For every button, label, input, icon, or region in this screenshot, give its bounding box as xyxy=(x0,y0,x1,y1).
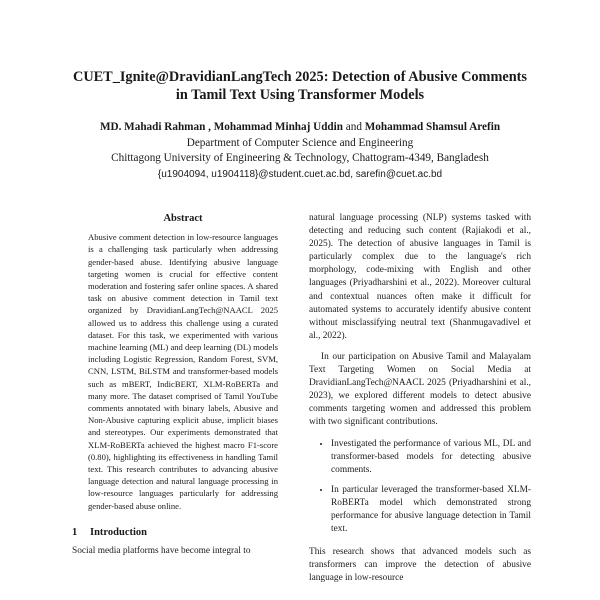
intro-section-title: Introduction xyxy=(90,526,147,538)
contribution-item-1: • Investigated the performance of various ML, DL and transformer-based models for detecting abusive comments. xyxy=(331,438,531,477)
affiliation-university: Chittagong University of Engineering & Technology, Chattogram-4349, Bangladesh xyxy=(111,152,489,165)
left-column xyxy=(72,212,294,558)
intro-partial-text: Social media platforms have become integral to xyxy=(72,545,251,556)
author-conjunction: and xyxy=(345,121,362,133)
abstract-heading: Abstract xyxy=(163,213,203,224)
author-1: MD. Mahadi Rahman , xyxy=(99,121,211,133)
right-paragraph-2: In our participation on Abusive Tamil and Malayalam Text Targeting Women on Social Media at DravidianLangTech@NAACL 2025 (Priyadharshini et al., 2023), we explored different models to detect abusive comments targeting women and addressed this problem with two significant contributions. xyxy=(309,351,531,428)
author-emails: {u1904094, u1904118}@student.cuet.ac.bd, sarefin@cuet.ac.bd xyxy=(157,168,443,180)
author-names xyxy=(20,120,580,136)
intro-section-number: 1 xyxy=(72,526,78,538)
title-line-2: in Tamil Text Using Transformer Models xyxy=(175,87,425,103)
right-paragraph-1: natural language processing (NLP) systems tasked with detecting and reducing such content (Rajiakodi et al., 2025). The detection of abusive languages in Tamil is particularly complex due to the language's rich morphology, code-mixing with English and other languages (Priyadharshini et al., 2022). Moreover cultural and contextual nuances often make it difficult for automated systems to accurately identify abusive content without misclassifying neutral text (Shanmugavadivel et al., 2022). xyxy=(309,213,531,341)
right-column xyxy=(309,212,531,585)
intro-heading xyxy=(72,526,294,539)
abstract-body: Abusive comment detection in low-resource languages is a challenging task particularly when addressing gender-based abuse. Identifying abusive language targeting women is crucial for effective content moderation and fostering safer online spaces. A shared task on abusive comment detection in Tamil text organized by DravidianLangTech@NAACL 2025 allowed us to address this challenge using a curated dataset. For this task, we experimented with various machine learning (ML) and deep learning (DL) models including Logistic Regression, Random Forest, SVM, CNN, LSTM, BiLSTM and transformer-based models such as mBERT, IndicBERT, XLM-RoBERTa and many more. The dataset comprised of Tamil YouTube comments annotated with binary labels, Abusive and Non-Abusive capturing explicit abuse, implicit biases and stereotypes. Our experiments demonstrated that XLM-RoBERTa achieved the highest macro F1-score (0.80), highlighting its effectiveness in handling Tamil text. This research contributes to advancing abusive language detection and natural language processing in low-resource languages particularly for addressing gender-based abuse online. xyxy=(88,232,278,511)
paper-title xyxy=(40,68,560,104)
right-paragraph-3: This research shows that advanced models such as transformers can improve the detection of abusive language in low-resource xyxy=(309,547,531,584)
contribution-item-2: • In particular leveraged the transformer-based XLM-RoBERTa model which demonstrated strong performance for abusive language detection in Tamil text. xyxy=(331,484,531,536)
author-3: Mohammad Shamsul Arefin xyxy=(364,121,501,133)
author-block xyxy=(20,120,580,182)
contribution-list xyxy=(309,438,531,537)
author-2: Mohammad Minhaj Uddin xyxy=(213,121,343,133)
title-line-1: CUET_Ignite@DravidianLangTech 2025: Detection of Abusive Comments xyxy=(73,69,527,85)
affiliation-department: Department of Computer Science and Engineering xyxy=(186,136,414,149)
